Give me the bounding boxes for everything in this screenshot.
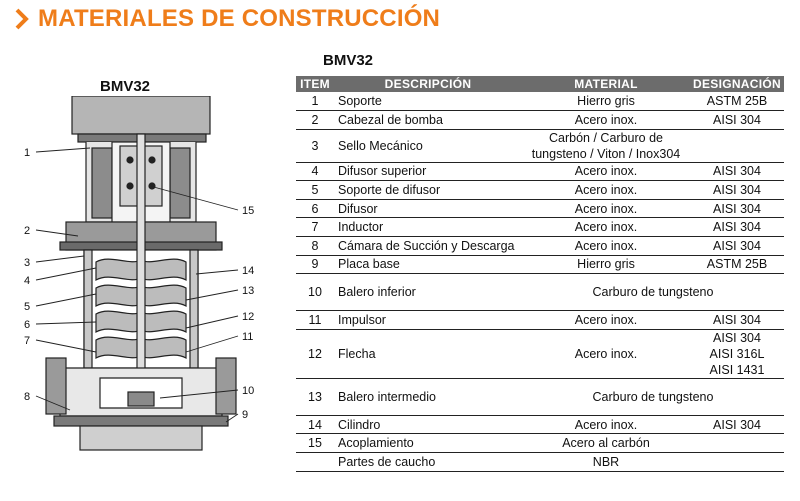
- table-row: [296, 415, 784, 434]
- callout-7: 7: [24, 335, 31, 347]
- cell-description: Balero intermedio: [334, 378, 522, 415]
- cell-item: 11: [296, 311, 334, 330]
- cell-item: 7: [296, 218, 334, 237]
- table-row: [296, 199, 784, 218]
- section-header: [14, 4, 440, 34]
- material-line: NBR: [592, 454, 620, 469]
- column-header-designation: DESIGNACIÓN: [690, 76, 784, 92]
- cell-material: [522, 274, 784, 311]
- cell-item: 10: [296, 274, 334, 311]
- cell-description: Acoplamiento: [334, 434, 522, 453]
- designation-line: AISI 304: [713, 183, 761, 198]
- callout-4: 4: [24, 275, 31, 287]
- table-row: [296, 311, 784, 330]
- callout-12: 12: [242, 311, 255, 323]
- cell-designation: [690, 237, 784, 256]
- cell-designation: [690, 218, 784, 237]
- designation-line: ASTM 25B: [706, 94, 768, 109]
- table-row: [296, 434, 784, 453]
- chevron-right-icon: [14, 7, 30, 31]
- cell-description: Balero inferior: [334, 274, 522, 311]
- cell-item: 2: [296, 111, 334, 130]
- material-line: Acero inox.: [574, 313, 638, 328]
- cell-description: Cabezal de bomba: [334, 111, 522, 130]
- cell-item: 3: [296, 129, 334, 162]
- cell-designation: [690, 129, 784, 162]
- cell-item: 14: [296, 415, 334, 434]
- column-header-description: DESCRIPCIÓN: [334, 76, 522, 92]
- diagram-title: BMV32: [100, 78, 151, 95]
- cell-designation: [690, 92, 784, 111]
- cell-material: [522, 129, 690, 162]
- callout-2: 2: [24, 225, 31, 237]
- cell-material: [522, 434, 690, 453]
- cell-material: [522, 255, 690, 274]
- table-row: [296, 255, 784, 274]
- cell-item: 9: [296, 255, 334, 274]
- cell-material: [522, 92, 690, 111]
- cell-designation: [690, 181, 784, 200]
- cell-material: [522, 111, 690, 130]
- cell-material: [522, 311, 690, 330]
- cell-designation: [690, 162, 784, 181]
- cell-designation: [690, 311, 784, 330]
- callout-3: 3: [24, 257, 31, 269]
- table-row: [296, 274, 784, 311]
- callout-5: 5: [24, 301, 31, 313]
- designation-line: AISI 304: [713, 238, 761, 253]
- column-header-item: ITEM: [296, 76, 334, 92]
- cell-designation: [690, 255, 784, 274]
- callout-11: 11: [242, 331, 254, 343]
- cell-designation: [690, 453, 784, 472]
- cell-description: Impulsor: [334, 311, 522, 330]
- designation-line: ASTM 25B: [706, 257, 768, 272]
- designation-line: AISI 304: [713, 220, 761, 235]
- cell-description: Cámara de Succión y Descarga: [334, 237, 522, 256]
- material-line: Hierro gris: [577, 257, 635, 272]
- cell-description: Cilindro: [334, 415, 522, 434]
- cell-material: [522, 378, 784, 415]
- cell-material: [522, 162, 690, 181]
- cell-description: Partes de caucho: [334, 453, 522, 472]
- cell-item: 15: [296, 434, 334, 453]
- cell-description: Difusor: [334, 199, 522, 218]
- material-line: tungsteno / Viton / Inox304: [531, 146, 681, 161]
- material-line: Carburo de tungsteno: [592, 389, 714, 404]
- cell-item: 13: [296, 378, 334, 415]
- cell-designation: [690, 111, 784, 130]
- materials-table: [296, 76, 784, 472]
- designation-line: AISI 304: [713, 330, 761, 345]
- table-row: [296, 111, 784, 130]
- material-line: Acero inox.: [574, 417, 638, 432]
- cell-description: Soporte de difusor: [334, 181, 522, 200]
- material-line: Acero inox.: [574, 201, 638, 216]
- pump-cross-section-diagram: [0, 96, 290, 501]
- cell-designation: [690, 415, 784, 434]
- table-row: [296, 378, 784, 415]
- cell-item: [296, 453, 334, 472]
- callout-8: 8: [24, 391, 31, 403]
- table-row: [296, 181, 784, 200]
- cell-material: [522, 453, 690, 472]
- page-title: MATERIALES DE CONSTRUCCIÓN: [38, 5, 441, 32]
- designation-line: AISI 316L: [709, 346, 765, 361]
- cell-item: 8: [296, 237, 334, 256]
- cell-material: [522, 237, 690, 256]
- table-row: [296, 162, 784, 181]
- material-line: Acero al carbón: [562, 436, 650, 451]
- material-line: Acero inox.: [574, 164, 638, 179]
- cell-material: [522, 181, 690, 200]
- callout-9: 9: [242, 409, 249, 421]
- callout-15: 15: [242, 205, 255, 217]
- table-row: [296, 453, 784, 472]
- material-line: Hierro gris: [577, 94, 635, 109]
- cell-description: Flecha: [334, 329, 522, 378]
- cell-item: 6: [296, 199, 334, 218]
- cell-material: [522, 199, 690, 218]
- material-line: Acero inox.: [574, 346, 638, 361]
- cell-item: 1: [296, 92, 334, 111]
- callout-6: 6: [24, 319, 31, 331]
- material-line: Acero inox.: [574, 220, 638, 235]
- table-body: [296, 92, 784, 471]
- cell-description: Inductor: [334, 218, 522, 237]
- callout-13: 13: [242, 285, 255, 297]
- table-row: [296, 129, 784, 162]
- material-line: Acero inox.: [574, 112, 638, 127]
- designation-line: AISI 304: [713, 164, 761, 179]
- designation-line: AISI 304: [713, 417, 761, 432]
- material-line: Acero inox.: [574, 183, 638, 198]
- column-header-material: MATERIAL: [522, 76, 690, 92]
- material-line: Acero inox.: [574, 238, 638, 253]
- material-line: Carbón / Carburo de: [549, 130, 663, 145]
- cell-description: Soporte: [334, 92, 522, 111]
- cell-material: [522, 218, 690, 237]
- material-line: Carburo de tungsteno: [592, 285, 714, 300]
- cell-designation: [690, 199, 784, 218]
- table-row: [296, 237, 784, 256]
- cell-material: [522, 415, 690, 434]
- cell-item: 4: [296, 162, 334, 181]
- callout-14: 14: [242, 265, 255, 277]
- table-row: [296, 329, 784, 378]
- cell-designation: [690, 434, 784, 453]
- callout-10: 10: [242, 385, 255, 397]
- designation-line: AISI 304: [713, 201, 761, 216]
- cell-material: [522, 329, 690, 378]
- cell-item: 5: [296, 181, 334, 200]
- table-row: [296, 218, 784, 237]
- designation-line: AISI 304: [713, 313, 761, 328]
- designation-line: AISI 304: [713, 112, 761, 127]
- cell-designation: [690, 329, 784, 378]
- cell-description: Sello Mecánico: [334, 129, 522, 162]
- table-row: [296, 92, 784, 111]
- callout-1: 1: [24, 147, 31, 159]
- designation-line: AISI 1431: [709, 362, 765, 377]
- cell-item: 12: [296, 329, 334, 378]
- cell-description: Difusor superior: [334, 162, 522, 181]
- cell-description: Placa base: [334, 255, 522, 274]
- table-header-row: [296, 76, 784, 92]
- table-title: BMV32: [323, 52, 374, 69]
